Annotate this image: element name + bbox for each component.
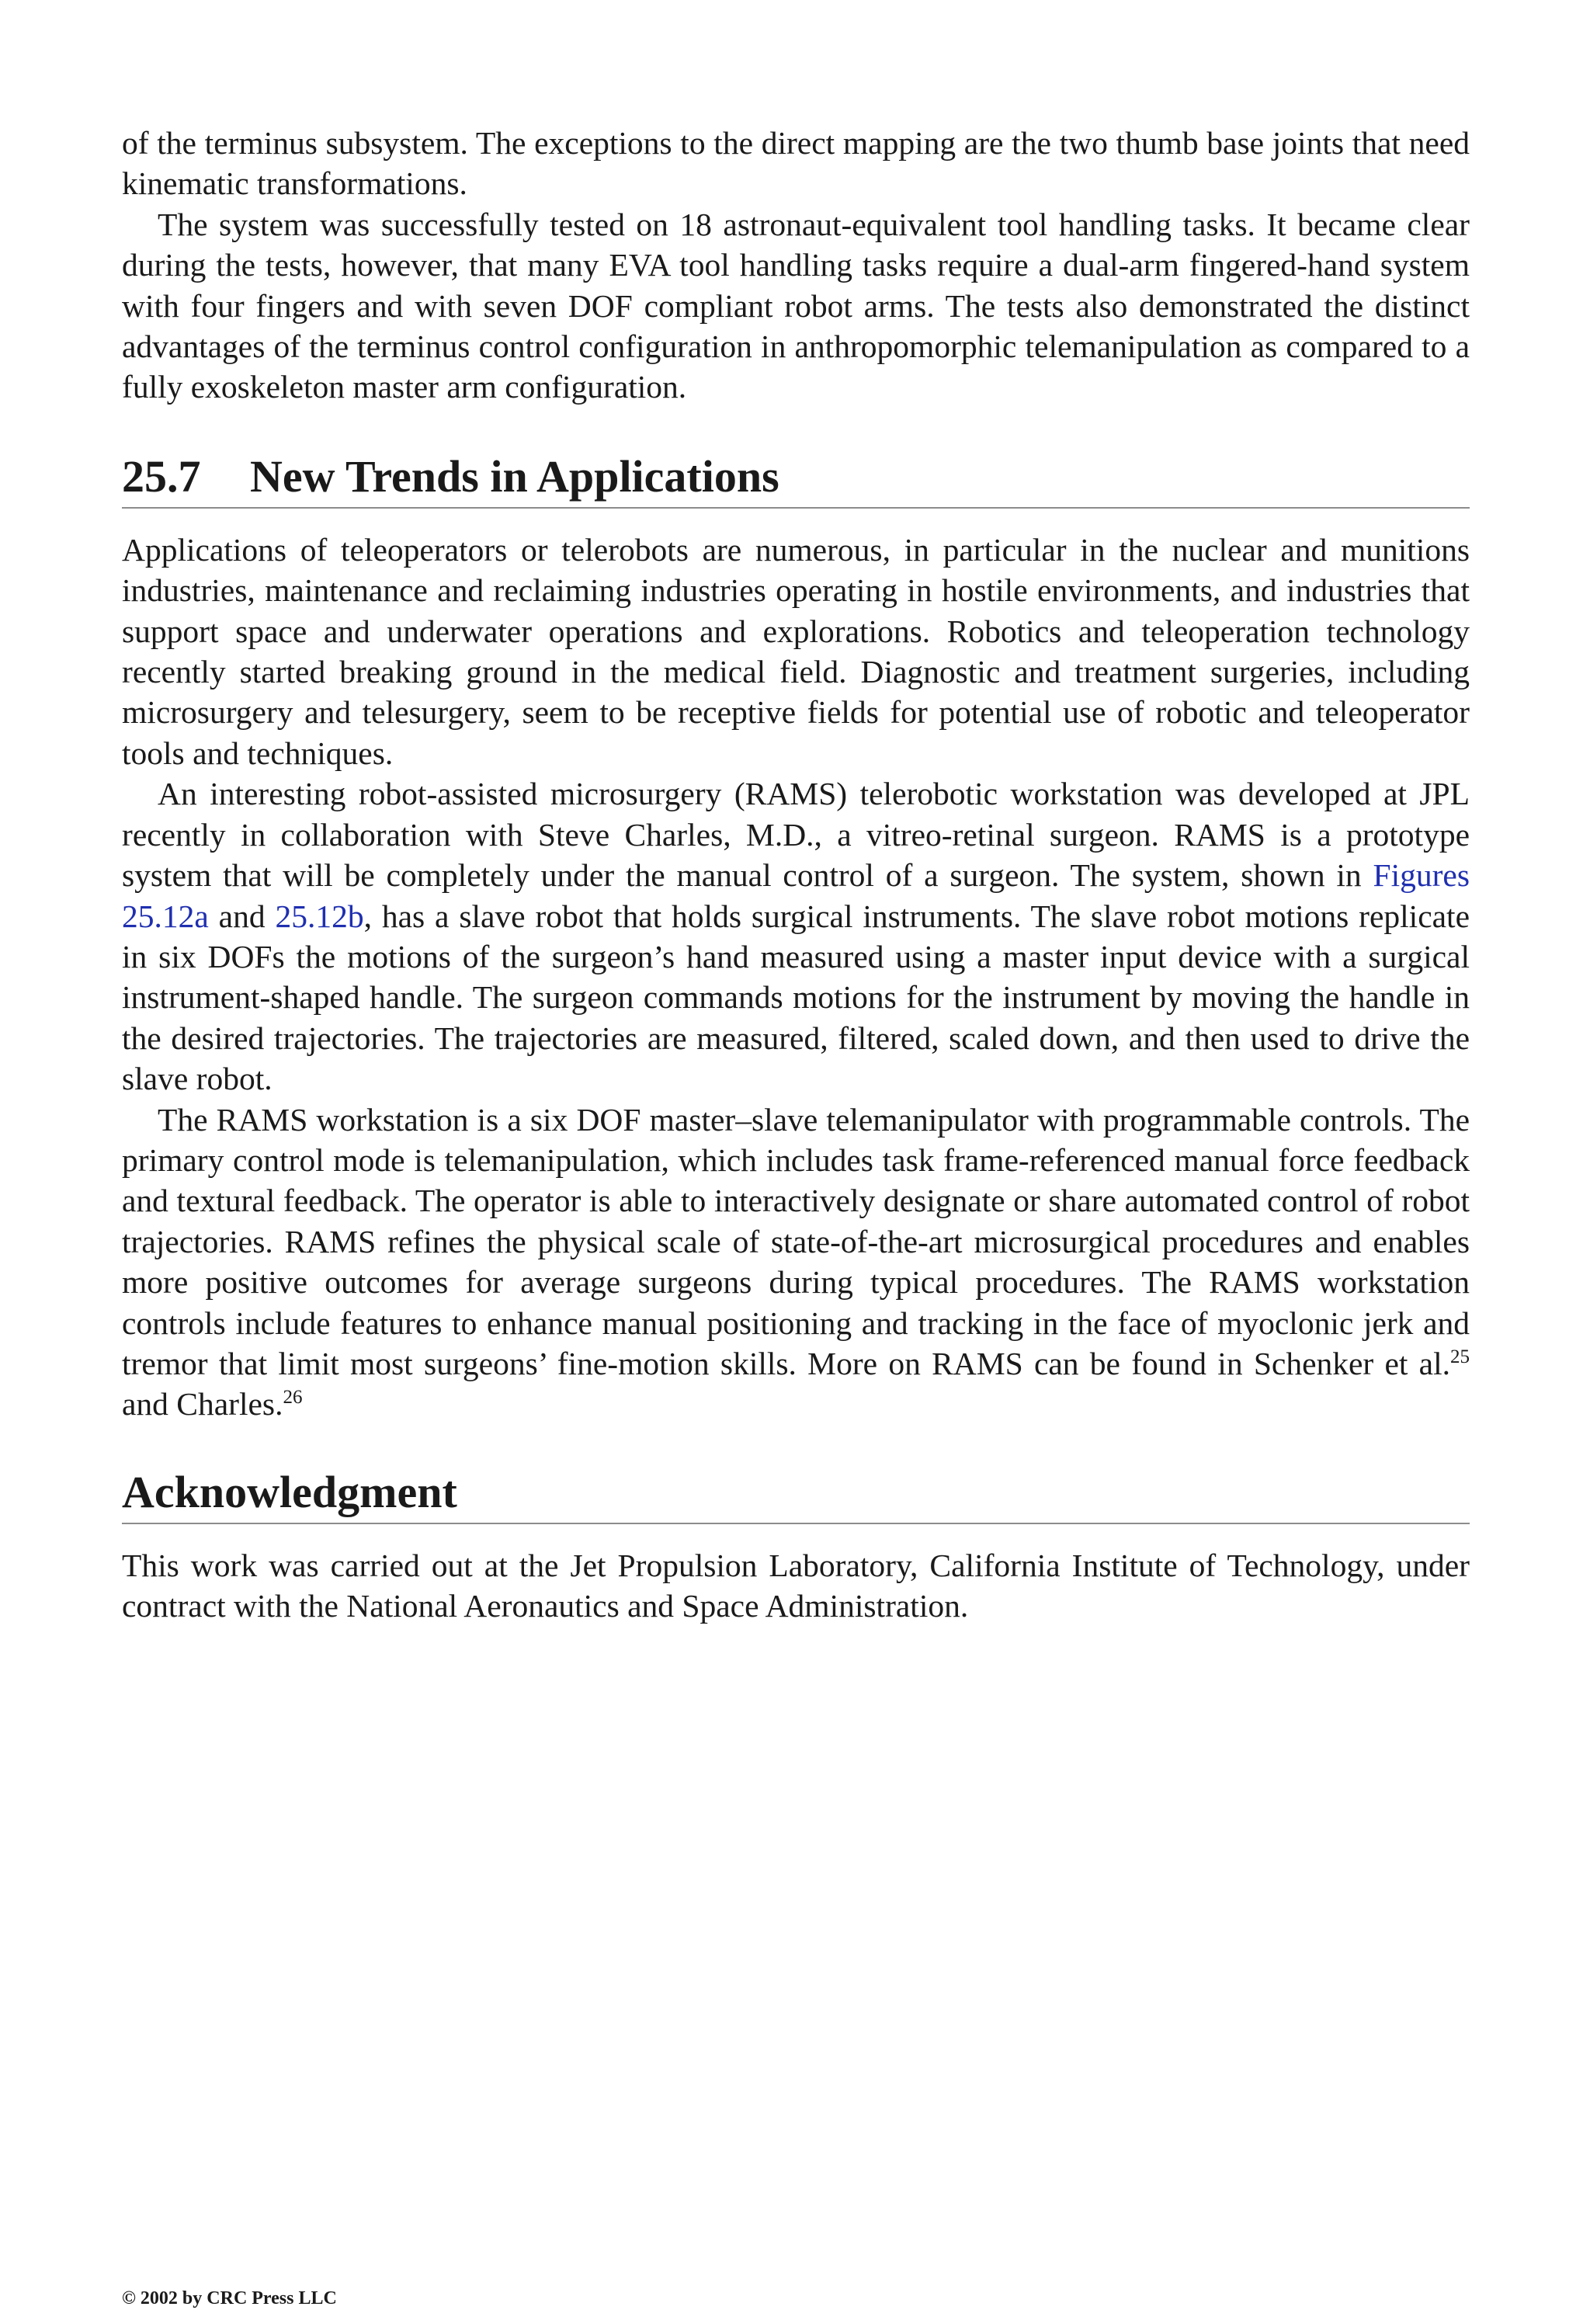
paragraph-text: The RAMS workstation is a six DOF master–slave telemanipulator with programmable controls. The primary control mode is telemanipulation, which includes task frame-referenced manual force feedback and textural feedback. The operator is able to interactively designate or share automated control of robot trajectories. RAMS refines the physical scale of state-of-the-art microsurgical procedures and enables more positive outcomes for average surgeons during typical procedures. The RAMS workstation controls include features to enhance manual positioning and tracking in the face of myoclonic jerk and tremor that limit most surgeons’ fine-motion skills. More on RAMS can be found in Schenker et al.	[122, 1101, 1470, 1381]
figure-link-25-12a[interactable]: Figures 25.12a	[122, 857, 1470, 934]
acknowledgment-divider	[122, 1523, 1470, 1524]
figure-link-25-12b[interactable]: 25.12b	[275, 898, 364, 934]
section-number: 25.7	[122, 450, 201, 502]
section-paragraph-1: Applications of teleoperators or telerobots are numerous, in particular in the nuclear and munitions industries, maintenance and reclaiming industries operating in hostile environments, and industries that support space and underwater operations and explorations. Robotics and teleoperation technology recently started breaking ground in the medical field. Diagnostic and treatment surgeries, including microsurgery and telesurgery, seem to be receptive fields for potential use of robotic and teleoperator tools and techniques.	[122, 531, 1470, 771]
acknowledgment-paragraph: This work was carried out at the Jet Propulsion Laboratory, California Institute of Technology, under contract with the National Aeronautics and Space Administration.	[122, 1547, 1470, 1624]
section-paragraph-3	[122, 1099, 1470, 1425]
paragraph-text: An interesting robot-assisted microsurgery (RAMS) telerobotic workstation was developed at JPL recently in collaboration with Steve Charles, M.D., a vitreo-retinal surgeon. RAMS is a prototype system that will be completely under the manual control of a surgeon. The system, shown in	[122, 776, 1470, 894]
continuation-paragraph-1: of the terminus subsystem. The exceptions to the direct mapping are the two thumb base joints that need kinematic transformations.	[122, 125, 1470, 202]
section-title: New Trends in Applications	[250, 450, 779, 502]
copyright-footer: © 2002 by CRC Press LLC	[122, 2288, 337, 2308]
reference-25: 25	[1450, 1346, 1470, 1367]
section-divider	[122, 507, 1470, 509]
continuation-paragraph-2: The system was successfully tested on 18 astronaut-equivalent tool handling tasks. It became clear during the tests, however, that many EVA tool handling tasks require a dual-arm fingered-hand system with four fingers and with seven DOF compliant robot arms. The tests also demonstrated the distinct advantages of the terminus control configuration in anthropomorphic telemanipulation as compared to a fully exoskeleton master arm configuration.	[122, 206, 1470, 405]
paragraph-text: , has a slave robot that holds surgical instruments. The slave robot motions replicate in six DOFs the motions of the surgeon’s hand measured using a master input device with a surgical instrument-shaped handle. The surgeon commands motions for the instrument by moving the handle in the desired trajectories. The trajectories are measured, filtered, scaled down, and then used to drive the slave robot.	[122, 898, 1470, 1097]
section-heading	[122, 450, 1470, 503]
page-body	[122, 123, 1470, 1627]
acknowledgment-heading: Acknowledgment	[122, 1466, 457, 1517]
paragraph-text: and Charles.	[122, 1386, 283, 1423]
reference-26: 26	[283, 1387, 303, 1409]
section-paragraph-2	[122, 773, 1470, 1099]
paragraph-text: and	[208, 898, 276, 934]
